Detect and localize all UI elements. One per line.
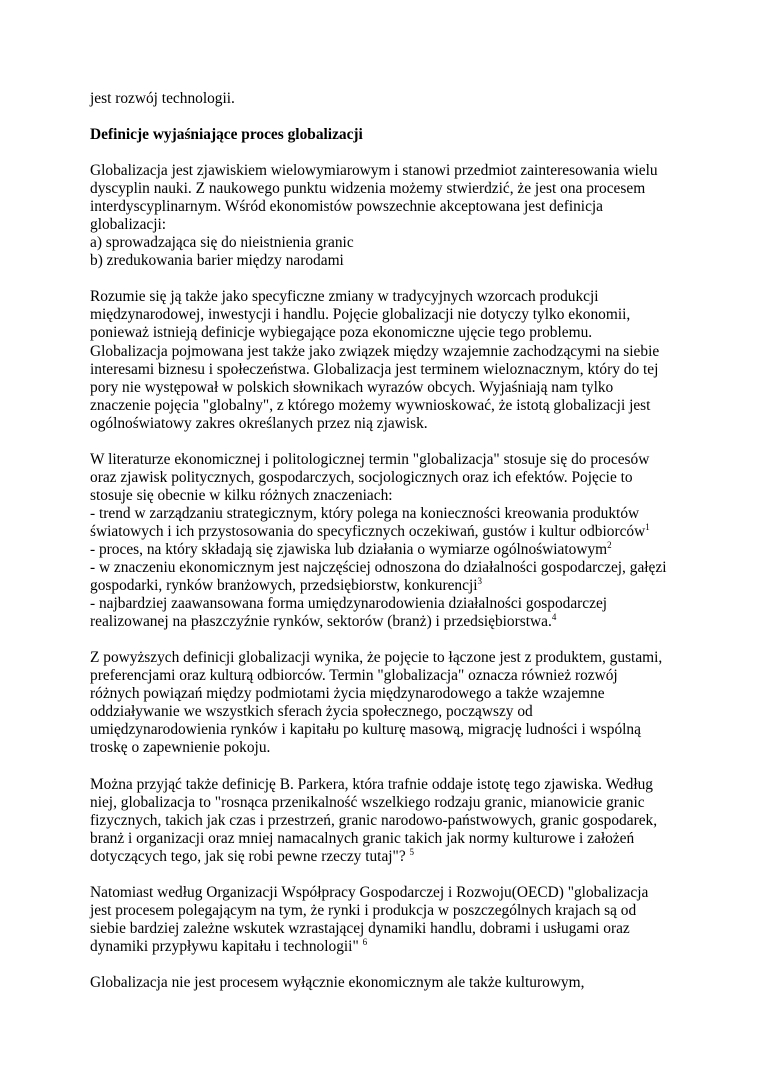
footnote-ref-4[interactable]: 4 <box>551 612 557 623</box>
paragraph-literature <box>90 451 680 631</box>
text-line: Globalizacja jest zjawiskiem wielowymiarowym i stanowi przedmiot zainteresowania wielu <box>90 162 658 180</box>
paragraph-cultural <box>90 974 680 992</box>
text-line: jest procesem polegającym na tym, że rynki i produkcja w poszczególnych krajach są od <box>90 901 637 919</box>
document-text <box>90 90 680 1010</box>
text-line: - najbardziej zaawansowana forma umiędzynarodowienia działalności gospodarczej <box>90 595 608 613</box>
text-segment: - proces, na który składają się zjawiska lub działania o wymiarze ogólnoświatowym <box>90 540 608 558</box>
text-line: siebie bardziej zależne wskutek wzrastającej dynamiki handlu, dobrami i usługami oraz <box>90 919 630 937</box>
text-line: stosuje się obecnie w kilku różnych znaczeniach: <box>90 486 393 504</box>
text-line <box>90 613 680 631</box>
text-line: Globalizacja pojmowana jest także jako związek między wzajemnie zachodzącymi na siebie <box>90 342 660 360</box>
text-line: jest rozwój technologii. <box>90 90 235 107</box>
text-line: Z powyższych definicji globalizacji wynika, że pojęcie to łączone jest z produktem, gustami, <box>90 649 663 667</box>
text-line: b) zredukowania barier między narodami <box>90 252 344 270</box>
text-line: - trend w zarządzaniu strategicznym, który polega na konieczności kreowania produktów <box>90 504 640 522</box>
text-line <box>90 938 680 956</box>
text-line <box>90 577 680 595</box>
text-line: interesami biznesu i społeczeństwa. Globalizacja jest terminem wieloznacznym, który do tej <box>90 360 659 378</box>
text-segment: gospodarki, rynków branżowych, przedsiębiorstw, konkurencji <box>90 577 478 595</box>
heading-text: Definicje wyjaśniające proces globalizacji <box>90 126 363 144</box>
text-line: ogólnoświatowy zakres określanych przez nią zjawisk. <box>90 414 428 432</box>
text-line: branż i organizacji oraz mniej namacalnych granic takich jak normy kulturowe i założeń <box>90 829 635 847</box>
text-line: preferencjami oraz kulturą odbiorców. Termin "globalizacja" oznacza również rozwój <box>90 667 618 685</box>
text-line: Natomiast według Organizacji Współpracy Gospodarczej i Rozwoju(OECD) "globalizacja <box>90 883 649 901</box>
footnote-ref-6[interactable]: 6 <box>362 936 368 947</box>
text-line: fizycznych, takich jak czas i przestrzeń, granic narodowo-państwowych, granic gospodarek, <box>90 811 658 829</box>
text-line: dyscyplin nauki. Z naukowego punktu widzenia możemy stwierdzić, że jest ona procesem <box>90 180 646 198</box>
footnote-ref-2[interactable]: 2 <box>607 539 612 550</box>
text-segment: realizowanej na płaszczyźnie rynków, sektorów (branż) i przedsiębiorstwa. <box>90 613 552 631</box>
text-segment: dynamiki przypływu kapitału i technologii" <box>90 937 363 955</box>
text-segment: dotyczących tego, jak się robi pewne rzeczy tutaj"? <box>90 847 410 865</box>
text-line: - w znaczeniu ekonomicznym jest najczęściej odnoszona do działalności gospodarczej, gałęzi <box>90 559 667 577</box>
text-line: ponieważ istnieją definicje wybiegające poza ekonomiczne ujęcie tego problemu. <box>90 324 593 342</box>
text-line: Rozumie się ją także jako specyficzne zmiany w tradycyjnych wzorcach produkcji <box>90 288 599 306</box>
text-line: oddziaływanie we wszystkich sferach życia społecznego, począwszy od <box>90 703 533 721</box>
section-heading <box>90 126 680 144</box>
text-line <box>90 848 680 866</box>
paragraph-conclusions <box>90 649 680 757</box>
footnote-ref-3[interactable]: 3 <box>477 576 483 587</box>
text-line: interdyscyplinarnym. Wśród ekonomistów powszechnie akceptowana jest definicja <box>90 198 604 216</box>
text-line: globalizacji: <box>90 216 167 234</box>
text-line: Globalizacja nie jest procesem wyłącznie ekonomicznym ale także kulturowym, <box>90 973 585 991</box>
footnote-ref-1[interactable]: 1 <box>645 521 650 532</box>
text-line: W literaturze ekonomicznej i politologicznej termin "globalizacja" stosuje się do procesów <box>90 450 650 468</box>
text-line: różnych powiązań między podmiotami życia międzynarodowego a także wzajemne <box>90 685 605 703</box>
paragraph-oecd-definition <box>90 884 680 956</box>
text-line: znaczenie pojęcia "globalny", z którego możemy wywnioskować, że istotą globalizacji jest <box>90 396 651 414</box>
footnote-ref-5[interactable]: 5 <box>409 846 415 857</box>
text-line: umiędzynarodowienia rynków i kapitału po kulturę masową, migrację ludności i wspólną <box>90 721 641 739</box>
text-line <box>90 541 680 559</box>
intro-paragraph <box>90 90 680 108</box>
paragraph-specific-changes <box>90 288 680 432</box>
text-line: a) sprowadzająca się do nieistnienia granic <box>90 234 354 252</box>
text-segment: światowych i ich przystosowania do specyficznych oczekiwań, gustów i kultur odbiorców <box>90 522 646 540</box>
text-line: międzynarodowej, inwestycji i handlu. Pojęcie globalizacji nie dotyczy tylko ekonomii, <box>90 306 631 324</box>
paragraph-definition <box>90 162 680 270</box>
text-line: troskę o zapewnienie pokoju. <box>90 739 271 757</box>
text-line: Można przyjąć także definicję B. Parkera, która trafnie oddaje istotę tego zjawiska. Według <box>90 775 654 793</box>
text-line: niej, globalizacja to "rosnąca przenikalność wszelkiego rodzaju granic, mianowicie granic <box>90 793 645 811</box>
text-line: pory nie występował w polskich słownikach wyrazów obcych. Wyjaśniają nam tylko <box>90 378 614 396</box>
text-line <box>90 523 680 541</box>
text-line: oraz zjawisk politycznych, gospodarczych, socjologicznych oraz ich efektów. Pojęcie to <box>90 468 633 486</box>
paragraph-parker-definition <box>90 776 680 866</box>
